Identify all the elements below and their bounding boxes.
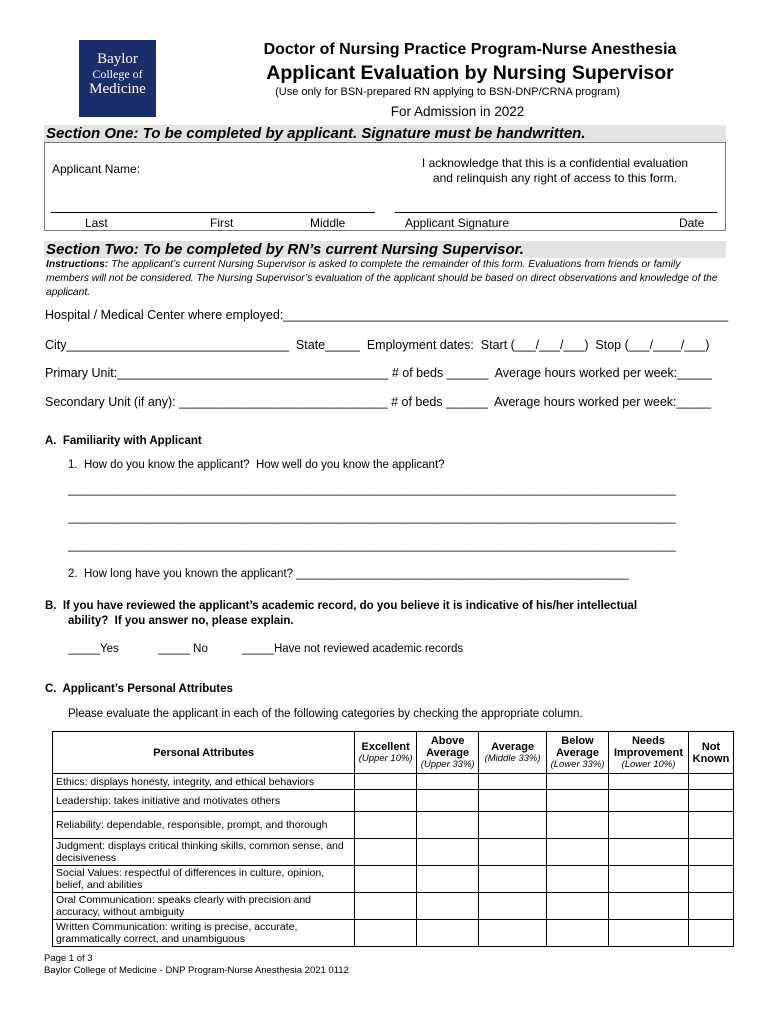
- col-below-average: Below Average (Lower 33%): [547, 732, 609, 774]
- rating-cell[interactable]: [608, 920, 688, 947]
- first-label: First: [210, 216, 234, 230]
- rating-cell[interactable]: [608, 812, 688, 839]
- yes-option[interactable]: _____Yes: [68, 643, 119, 655]
- part-a-heading: A. Familiarity with Applicant: [45, 435, 202, 447]
- rating-cell[interactable]: [479, 774, 547, 790]
- no-option[interactable]: _____ No: [158, 643, 208, 655]
- rating-cell[interactable]: [608, 893, 688, 920]
- col-needs-improvement: Needs Improvement (Lower 10%): [608, 732, 688, 774]
- part-b-line2: ability? If you answer no, please explain.: [68, 615, 294, 627]
- rating-cell[interactable]: [479, 866, 547, 893]
- logo-line3: Medicine: [89, 81, 146, 97]
- rating-cell[interactable]: [417, 839, 479, 866]
- question-1: 1. How do you know the applicant? How well do you know the applicant?: [68, 459, 445, 471]
- rating-cell[interactable]: [688, 920, 733, 947]
- rating-cell[interactable]: [688, 812, 733, 839]
- hospital-field[interactable]: Hospital / Medical Center where employed:________________________________________________________________: [45, 308, 729, 322]
- part-c-heading: C. Applicant’s Personal Attributes: [45, 683, 233, 695]
- rating-cell[interactable]: [547, 893, 609, 920]
- question-2[interactable]: 2. How long have you known the applicant? ____________________________________________________: [68, 568, 629, 580]
- form-note: (Use only for BSN-prepared RN applying to BSN-DNP/CRNA program): [275, 86, 620, 98]
- part-b-line1: B. If you have reviewed the applicant’s academic record, do you believe it is indicative of his/her intellectual: [45, 600, 638, 612]
- last-label: Last: [85, 216, 108, 230]
- answer-line-3[interactable]: _______________________________________________________________________________________________: [68, 540, 676, 552]
- table-row: [53, 866, 734, 893]
- ack-line2: and relinquish any right of access to this form.: [432, 171, 678, 185]
- rating-cell[interactable]: [479, 790, 547, 812]
- rating-cell[interactable]: [547, 774, 609, 790]
- col-not-known: Not Known: [688, 732, 733, 774]
- table-row: [53, 790, 734, 812]
- col-above-average: Above Average (Upper 33%): [417, 732, 479, 774]
- table-row: [53, 893, 734, 920]
- attribute-description: Oral Communication: speaks clearly with precision and accuracy, without ambiguity: [53, 893, 355, 920]
- rating-cell[interactable]: [608, 866, 688, 893]
- admission-year: For Admission in 2022: [390, 104, 525, 119]
- rating-cell[interactable]: [547, 920, 609, 947]
- program-title: Doctor of Nursing Practice Program-Nurse Anesthesia: [263, 41, 677, 58]
- secondary-unit-field[interactable]: Secondary Unit (if any): ______________________________ # of beds ______ Average hours worked per week:_____: [45, 395, 712, 409]
- name-signature-line[interactable]: [51, 212, 375, 213]
- attribute-description: Written Communication: writing is precise, accurate, grammatically correct, and unambiguous: [53, 920, 355, 947]
- rating-cell[interactable]: [688, 790, 733, 812]
- rating-cell[interactable]: [608, 790, 688, 812]
- rating-cell[interactable]: [688, 893, 733, 920]
- rating-cell[interactable]: [417, 893, 479, 920]
- instructions-label: Instructions:: [46, 259, 109, 270]
- section-one-heading: Section One: To be completed by applicant. Signature must be handwritten.: [44, 125, 726, 142]
- rating-cell[interactable]: [608, 839, 688, 866]
- instructions: [46, 258, 726, 300]
- rating-cell[interactable]: [355, 866, 417, 893]
- rating-cell[interactable]: [547, 812, 609, 839]
- table-row: [53, 812, 734, 839]
- attribute-description: Ethics: displays honesty, integrity, and ethical behaviors: [53, 774, 355, 790]
- col-excellent: Excellent (Upper 10%): [355, 732, 417, 774]
- not-reviewed-option[interactable]: _____Have not reviewed academic records: [242, 643, 464, 655]
- attributes-table: [52, 731, 734, 947]
- answer-line-2[interactable]: _______________________________________________________________________________________________: [68, 512, 676, 524]
- middle-label: Middle: [310, 216, 346, 230]
- section-two-heading: Section Two: To be completed by RN’s current Nursing Supervisor.: [44, 241, 726, 258]
- rating-cell[interactable]: [355, 893, 417, 920]
- part-c-prompt: Please evaluate the applicant in each of the following categories by checking the appropriate column.: [68, 708, 583, 720]
- logo-line2: College of: [92, 67, 143, 81]
- date-label: Date: [679, 216, 705, 230]
- rating-cell[interactable]: [355, 839, 417, 866]
- footer-doc: Baylor College of Medicine - DNP Program-Nurse Anesthesia 2021 0112: [44, 965, 349, 976]
- rating-cell[interactable]: [417, 866, 479, 893]
- rating-cell[interactable]: [355, 774, 417, 790]
- attribute-description: Social Values: respectful of differences in culture, opinion, belief, and abilities: [53, 866, 355, 893]
- rating-cell[interactable]: [355, 790, 417, 812]
- rating-cell[interactable]: [355, 812, 417, 839]
- table-row: [53, 839, 734, 866]
- col-personal-attributes: Personal Attributes: [53, 732, 355, 774]
- applicant-name-label: Applicant Name:: [52, 162, 141, 176]
- table-row: [53, 774, 734, 790]
- answer-line-1[interactable]: _______________________________________________________________________________________________: [68, 484, 676, 496]
- rating-cell[interactable]: [608, 774, 688, 790]
- rating-cell[interactable]: [547, 790, 609, 812]
- col-average: Average (Middle 33%): [479, 732, 547, 774]
- baylor-logo: [79, 40, 156, 117]
- rating-cell[interactable]: [417, 920, 479, 947]
- rating-cell[interactable]: [417, 790, 479, 812]
- attribute-description: Leadership: takes initiative and motivates others: [53, 790, 355, 812]
- rating-cell[interactable]: [479, 812, 547, 839]
- applicant-signature-line[interactable]: [395, 212, 717, 213]
- rating-cell[interactable]: [688, 866, 733, 893]
- attribute-description: Judgment: displays critical thinking skills, common sense, and decisiveness: [53, 839, 355, 866]
- form-title: Applicant Evaluation by Nursing Supervisor: [266, 62, 674, 84]
- table-row: [53, 920, 734, 947]
- rating-cell[interactable]: [688, 839, 733, 866]
- rating-cell[interactable]: [688, 774, 733, 790]
- table-header-row: [53, 732, 734, 774]
- rating-cell[interactable]: [547, 866, 609, 893]
- rating-cell[interactable]: [417, 774, 479, 790]
- rating-cell[interactable]: [417, 812, 479, 839]
- logo-line1: Baylor: [97, 51, 138, 67]
- instructions-text: The applicant’s current Nursing Supervisor is asked to complete the remainder of this form. Evaluations from friends or family members will not be considered. The Nursing Supervisor’s evaluation of the applicant should be based on direct observations and knowledge of the applicant.: [46, 259, 718, 298]
- ack-line1: I acknowledge that this is a confidential evaluation: [421, 156, 689, 170]
- city-field[interactable]: City________________________________ State_____ Employment dates: Start (___/___/___) Stop (___/____/___): [45, 338, 710, 352]
- rating-cell[interactable]: [479, 893, 547, 920]
- signature-label: Applicant Signature: [405, 216, 510, 230]
- page-number: Page 1 of 3: [44, 953, 93, 964]
- rating-cell[interactable]: [479, 839, 547, 866]
- attribute-description: Reliability: dependable, responsible, prompt, and thorough: [53, 812, 355, 839]
- rating-cell[interactable]: [547, 839, 609, 866]
- rating-cell[interactable]: [355, 920, 417, 947]
- rating-cell[interactable]: [479, 920, 547, 947]
- primary-unit-field[interactable]: Primary Unit:_______________________________________ # of beds ______ Average hours worked per week:_____: [45, 366, 712, 380]
